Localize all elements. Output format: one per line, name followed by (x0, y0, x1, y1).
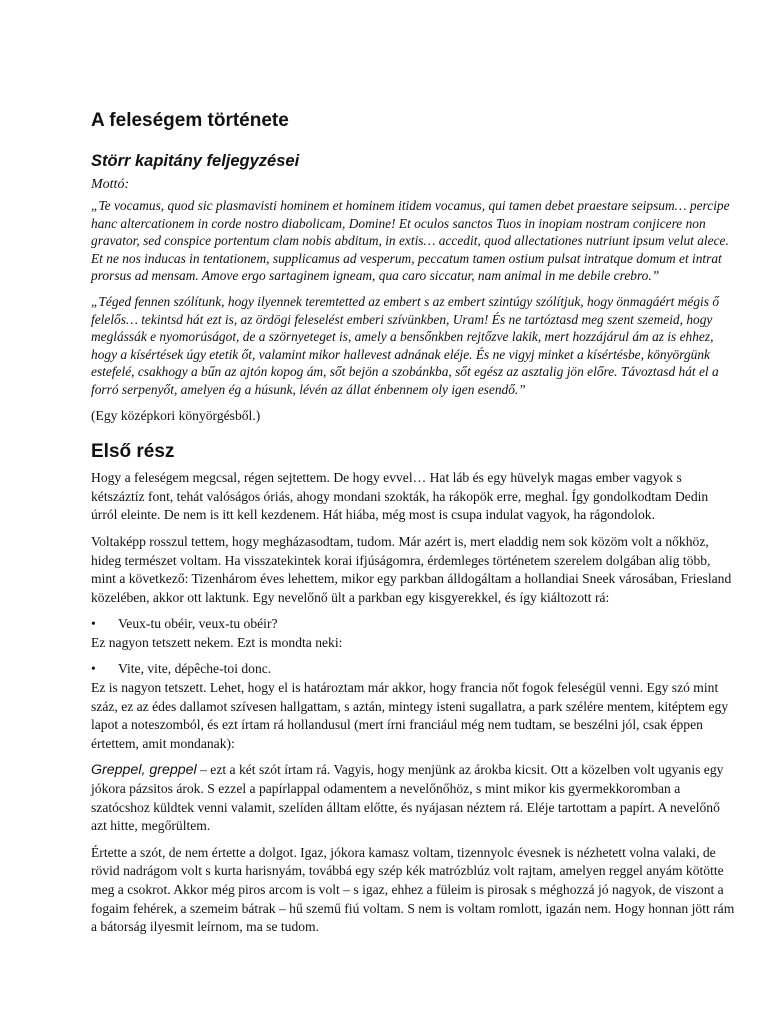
paragraph-4 (91, 761, 738, 835)
motto-label: Mottó: (91, 177, 130, 192)
paragraph-1: Hogy a feleségem megcsal, régen sejtettem. De hogy evvel… Hat láb és egy hüvelyk magas ember vagyok s kétszáztíz font, tehát valóságos óriás, ahogy mondani szokták, ha rákopök erre, meghal. Így gondolkodtam Dedin úrról eleinte. De nem is itt kell kezdenem. Hát hiába, még most is csupa indulat vagyok, ha rágondolok. (91, 470, 709, 523)
paragraph-2: Voltaképp rosszul tettem, hogy megházasodtam, tudom. Már azért is, mert eladdig nem sok közöm volt a nőkhöz, hideg természet voltam. Ha visszatekintek korai ifjúságomra, érdemleges történetem szerelem dolgában alig több, mint a következő: Tizenhárom éves lehettem, mikor egy parkban álldogáltam a hollandiai Sneek városában, Friesland közelében, akkor ott laktunk. Egy nevelőnő ült a parkban egy kisgyerekkel, és így kiáltozott rá: (91, 533, 732, 605)
document-title: A feleségem története (91, 110, 289, 131)
paragraph-5: Értette a szót, de nem értette a dolgot. Igaz, jókora kamasz voltam, tizennyolc évesnek is nézhetett volna valaki, de rövid nadrágom volt s kurta harisnyám, továbbá egy szép kék matrózblúz volt rajtam, amelyen reggel anyám kötötte meg a csokrot. Akkor még piros arcom is volt – s igaz, ehhez a füleim is pirosak s méghozzá jó nagyok, de viszont a fogaim fehérek, a szemeim bátrak – hű szemű fiú voltam. S nem is voltam romlott, igazán nem. Hogy honnan jött rám a bátorság ilyesmit leírnom, ma se tudom. (91, 844, 735, 935)
document-subtitle: Störr kapitány feljegyzései (91, 152, 300, 170)
paragraph-3: Ez is nagyon tetszett. Lehet, hogy el is határoztam már akkor, hogy francia nőt fogok feleségül venni. Egy szó mint száz, ez az édes dallamot szívesen hallgattam, s aztán, mintegy isteni sugallatra, a park szélére mentem, kitéptem egy lapot a noteszomból, és ezt írtam rá hollandusul (mert írni franciául még nem tudtam, se beszélni jól, csak éppen értettem, amit mondanak): (91, 680, 729, 751)
motto-hungarian-quote: „Téged fennen szólítunk, hogy ilyennek teremtetted az embert s az embert szintúgy szólítjuk, hogy önmagáért mégis ő felelős… tekintsd hát ezt is, az ördögi feleselést emberi szívünkben, Uram! És ne tartóztasd meg szent szemeid, hogy meglássák e nyomorúságot, de a szörnyeteget is, amely a bensőnkben rejtőzve lakik, mert hozzájárul ám az is ehhez, hogy a kísértések úgy etetik őt, valamint mikor hallevest adnának eléje. És ne vigyj minket a kísértésbe, könyörgünk estefelé, csakhogy a bűn az ajtón kopog ám, sőt bejön a szobánkba, sőt egész az asztalig jön előre. Távoztasd hát el a forró serpenyőt, amelyen ég a húsunk, lévén az állat énbennem oly igen esendő.” (91, 293, 720, 397)
bullet-item-1: • Veux-tu obéir, veux-tu obéir? (91, 615, 738, 634)
motto-source: (Egy középkori könyörgésből.) (91, 407, 261, 423)
greppel-phrase: Greppel, greppel (91, 762, 197, 779)
line-after-bullet-1: Ez nagyon tetszett nekem. Ezt is mondta neki: (91, 634, 343, 650)
section-heading: Első rész (91, 441, 175, 463)
motto-latin-quote: „Te vocamus, quod sic plasmavisti hominem et hominem itidem vocamus, qui tamen debet praestare seipsum… percipe hanc altercationem in corde nostro diabolicam, Domine! Et oculos sanctos Tuos in inopiam nostram conjicere non gravator, sed conspice portentum clam nobis abditum, in extis… accedit, quod allectationes nutriunt ipsum velut alece. Et ne nos inducas in tentationem, supplicamus ad vesperum, peccatum tamen ostium pulsat intratque domum et intrat prorsus ad mensam. Amove ergo sartaginem igneam, qua caro siccatur, nam animal in me debile crebro.” (91, 198, 730, 284)
bullet-item-2: • Vite, vite, dépêche-toi donc. (91, 660, 738, 679)
paragraph-4-text: – ezt a két szót írtam rá. Vagyis, hogy menjünk az árokba kicsit. Ott a közelben volt ugyanis egy jókora pázsitos árok. S ezzel a papírlappal odamentem a nevelőnőhöz, s mint mikor kis gyermekkoromban a szatócshoz küldtek venni valamit, szelíden álltam előtte, és nyájasan néztem rá. Eléje tartottam a papírt. A nevelőnő azt hitte, megőrültem. (91, 762, 724, 834)
